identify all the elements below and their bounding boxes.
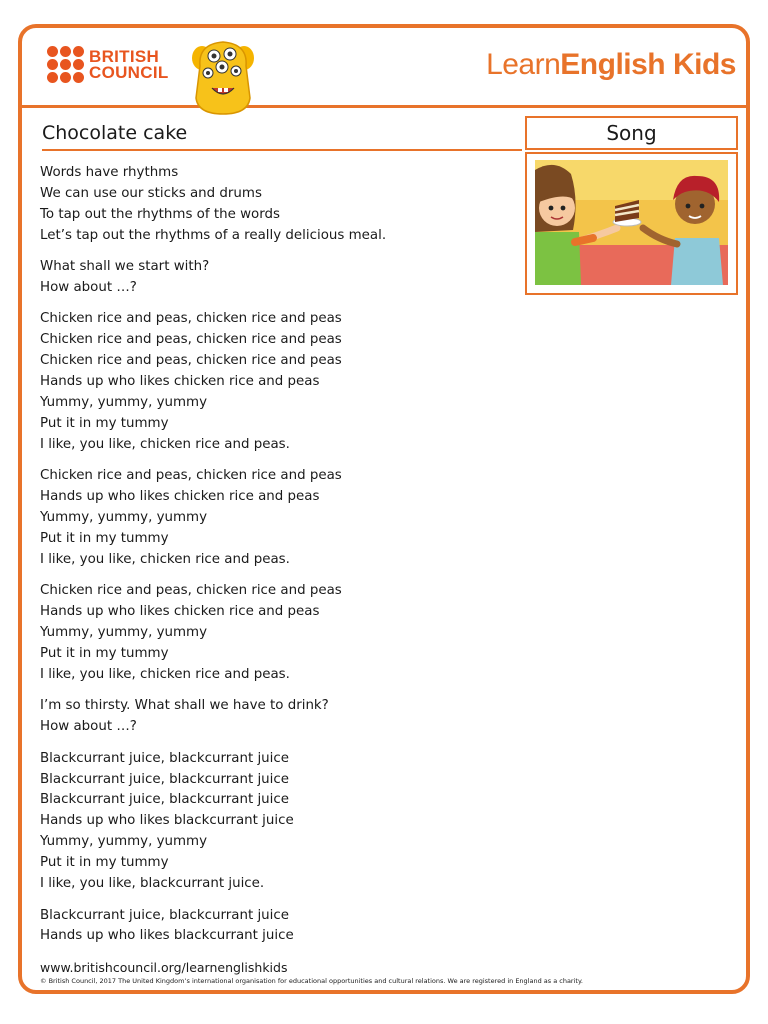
lyric-line: How about …? xyxy=(40,719,137,735)
lyric-line: Blackcurrant juice, blackcurrant juice xyxy=(40,792,289,808)
lyric-line: Yummy, yummy, yummy xyxy=(40,510,208,526)
lyric-line: I’m so thirsty. What shall we have to drink? xyxy=(40,698,329,714)
logo-part-kids: Kids xyxy=(665,48,736,81)
lyric-line: Blackcurrant juice, blackcurrant juice xyxy=(40,907,289,923)
page-title: Chocolate cake xyxy=(42,122,188,144)
lyric-line: Hands up who likes chicken rice and peas xyxy=(40,374,320,390)
lyric-line: Chicken rice and peas, chicken rice and peas xyxy=(40,332,342,348)
lyric-line: Put it in my tummy xyxy=(40,531,169,546)
worksheet-page xyxy=(18,24,750,994)
lyric-line: Chicken rice and peas, chicken rice and peas xyxy=(40,353,342,369)
lyric-line: What shall we start with? xyxy=(40,259,210,275)
stanza xyxy=(40,163,510,247)
british-council-dots-icon xyxy=(47,46,84,83)
song-lyrics xyxy=(40,163,510,958)
stanza xyxy=(40,309,510,455)
learnenglish-kids-logo[interactable] xyxy=(486,48,736,82)
lyric-line: Words have rhythms xyxy=(40,165,179,180)
lyric-line: Blackcurrant juice, blackcurrant juice xyxy=(40,771,289,787)
stanza xyxy=(40,581,510,686)
lyric-line: Put it in my tummy xyxy=(40,646,169,662)
brand-line-1: BRITISH xyxy=(89,46,160,66)
lyric-line: Hands up who likes blackcurrant juice xyxy=(40,928,294,944)
brand-line-2: COUNCIL xyxy=(89,62,169,82)
lyric-line: Hands up who likes chicken rice and peas xyxy=(40,604,320,620)
lyric-line: Yummy, yummy, yummy xyxy=(40,834,208,850)
category-label: Song xyxy=(525,116,738,150)
kids-sharing-cake-illustration xyxy=(535,160,728,285)
lyric-line: I like, you like, chicken rice and peas. xyxy=(40,666,290,682)
lyric-line: Chicken rice and peas, chicken rice and peas xyxy=(40,468,342,484)
stanza xyxy=(40,257,510,299)
header xyxy=(22,28,746,108)
lyric-line: To tap out the rhythms of the words xyxy=(40,206,280,222)
stanza xyxy=(40,749,510,895)
lyric-line: We can use our sticks and drums xyxy=(40,185,262,201)
illustration-frame xyxy=(525,152,738,295)
logo-part-learn: Learn xyxy=(486,48,561,81)
stanza xyxy=(40,906,510,948)
lyric-line: I like, you like, chicken rice and peas. xyxy=(40,436,290,452)
british-council-logo[interactable] xyxy=(47,46,169,83)
footer-url-link[interactable]: www.britishcouncil.org/learnenglishkids xyxy=(40,960,288,975)
stanza xyxy=(40,466,510,571)
footer-copyright: © British Council, 2017 The United Kingdom’s international organisation for educational opportunities and cultural relations. We are registered in England as a charity. xyxy=(40,977,583,985)
lyric-line: Blackcurrant juice, blackcurrant juice xyxy=(40,750,289,766)
lyric-line: How about …? xyxy=(40,280,137,296)
lyric-line: I like, you like, chicken rice and peas. xyxy=(40,551,290,567)
lyric-line: Hands up who likes blackcurrant juice xyxy=(40,813,294,829)
british-council-wordmark xyxy=(89,46,169,82)
lyric-line: Chicken rice and peas, chicken rice and peas xyxy=(40,583,342,599)
lyric-line: I like, you like, blackcurrant juice. xyxy=(40,876,265,892)
monster-mascot-icon xyxy=(178,36,268,116)
lyric-line: Put it in my tummy xyxy=(40,855,169,871)
lyric-line: Hands up who likes chicken rice and peas xyxy=(40,489,320,505)
stanza xyxy=(40,696,510,738)
lyric-line: Put it in my tummy xyxy=(40,415,169,431)
lyric-line: Let’s tap out the rhythms of a really delicious meal. xyxy=(40,227,387,243)
logo-part-english: English xyxy=(560,48,666,81)
lyric-line: Chicken rice and peas, chicken rice and peas xyxy=(40,311,342,327)
title-row xyxy=(42,119,522,151)
lyric-line: Yummy, yummy, yummy xyxy=(40,395,208,411)
lyric-line: Yummy, yummy, yummy xyxy=(40,625,208,641)
